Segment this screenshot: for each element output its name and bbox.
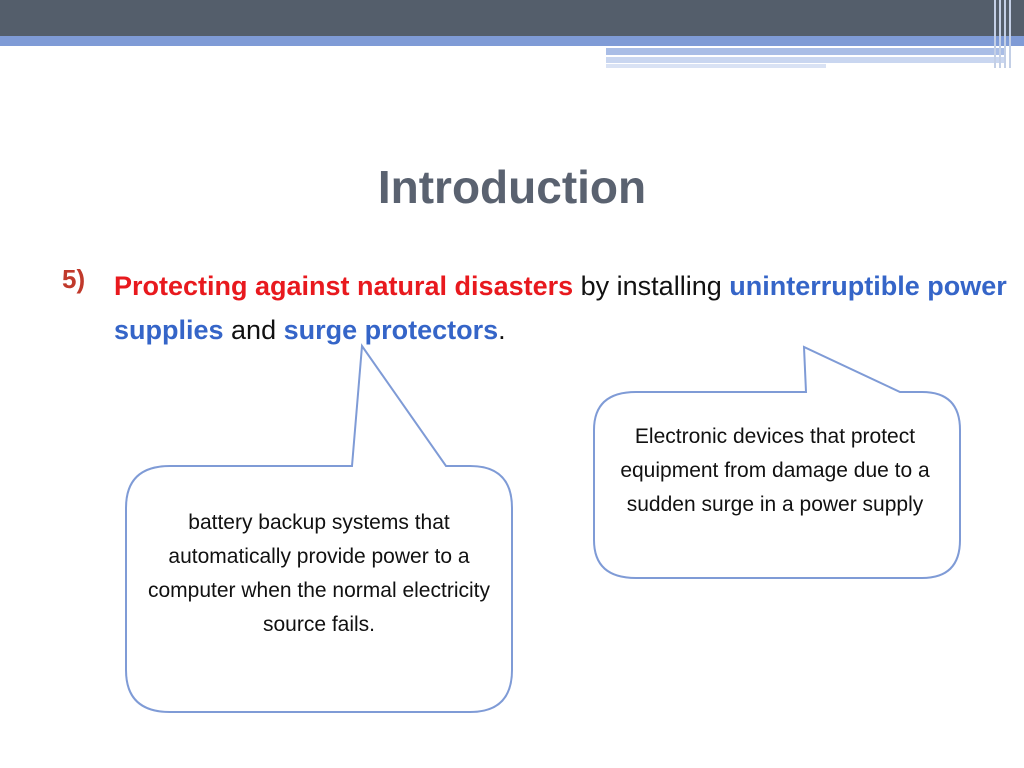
bullet-highlight-natural-disasters: Protecting against natural disasters (114, 271, 574, 301)
callout-ups-text: battery backup systems that automatically provide power to a computer when the normal electricity source fails. (148, 511, 490, 636)
bullet-highlight-ups: uninterruptible power supplies (114, 271, 1007, 345)
callout-surge-text: Electronic devices that protect equipment from damage due to a sudden surge in a power supply (620, 425, 930, 516)
bullet-text-segment: by installing (573, 271, 730, 301)
bullet-text-segment: and (223, 315, 284, 345)
bullet-highlight-surge-protectors: surge protectors (283, 315, 499, 345)
slide-title: Introduction (377, 161, 647, 213)
bullet-text-segment: . (498, 315, 506, 345)
bullet-number: 5) (62, 264, 86, 294)
